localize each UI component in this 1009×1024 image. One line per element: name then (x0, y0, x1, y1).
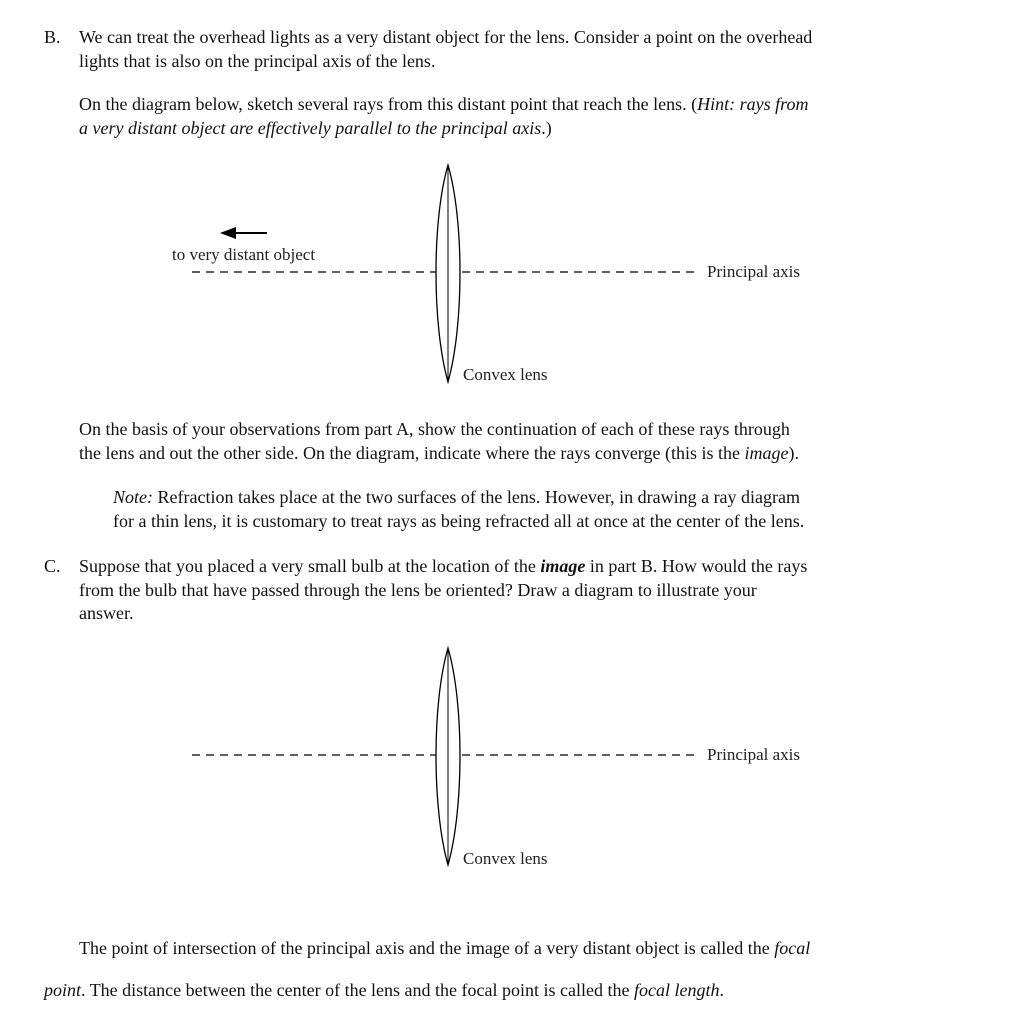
principal-axis-label: Principal axis (707, 745, 801, 764)
object-label: to very distant object (172, 245, 316, 264)
definition-line-1 (79, 937, 810, 959)
hint-close: .) (541, 118, 552, 138)
definition-text: The point of intersection of the principal axis and the image of a very distant object is called the (79, 938, 775, 958)
focal-term: focal (774, 938, 811, 958)
convex-lens-shape (436, 165, 460, 382)
part-c-line-1 (79, 555, 807, 577)
question-text: in part B. How would the rays (585, 556, 808, 576)
focal-length-term: focal length (633, 980, 720, 1000)
part-b-instruction-2-line-1: On the basis of your observations from part A, show the continuation of each of these rays through (79, 419, 790, 439)
instruction-end: ). (788, 443, 799, 463)
question-text: Suppose that you placed a very small bulb at the location of the (79, 556, 541, 576)
convex-lens-label: Convex lens (463, 849, 548, 868)
note-text: Refraction takes place at the two surfaces of the lens. However, in drawing a ray diagram (153, 487, 801, 507)
convex-lens-label: Convex lens (463, 365, 548, 384)
part-b-intro-line-1: We can treat the overhead lights as a very distant object for the lens. Consider a point on the overhead (79, 27, 813, 47)
lens-diagram-1 (0, 160, 1009, 390)
note-label: Note: (113, 487, 153, 507)
part-b-marker: B. (44, 27, 61, 47)
part-b-instruction-2-line-2 (79, 442, 799, 464)
part-b-intro-line-2: lights that is also on the principal axis of the lens. (79, 51, 436, 71)
image-term: image (744, 443, 789, 463)
note-line-2: for a thin lens, it is customary to treat rays as being refracted all at once at the center of the lens. (113, 511, 805, 531)
convex-lens-shape (436, 648, 460, 865)
definition-text: . The distance between the center of the lens and the focal point is called the (81, 980, 634, 1000)
note-line-1 (113, 486, 800, 508)
part-b-instruction-1-line-1 (79, 93, 809, 115)
part-c-marker: C. (44, 556, 61, 576)
part-b-instruction-1-line-2 (79, 117, 552, 139)
point-term: point (44, 980, 82, 1000)
part-c-line-3: answer. (79, 603, 134, 623)
lens-diagram-2 (0, 643, 1009, 873)
part-c-line-2: from the bulb that have passed through the lens be oriented? Draw a diagram to illustrate your (79, 580, 757, 600)
image-term-emphasized: image (540, 556, 586, 576)
instruction-text: the lens and out the other side. On the diagram, indicate where the rays converge (this is the (79, 443, 745, 463)
instruction-text: On the diagram below, sketch several rays from this distant point that reach the lens. ( (79, 94, 698, 114)
definition-line-2 (44, 979, 724, 1001)
definition-end: . (719, 980, 724, 1000)
principal-axis-label: Principal axis (707, 262, 801, 281)
arrow-left-icon (220, 227, 267, 239)
hint-text-continued: a very distant object are effectively parallel to the principal axis (79, 118, 542, 138)
hint-text: Hint: rays from (697, 94, 809, 114)
